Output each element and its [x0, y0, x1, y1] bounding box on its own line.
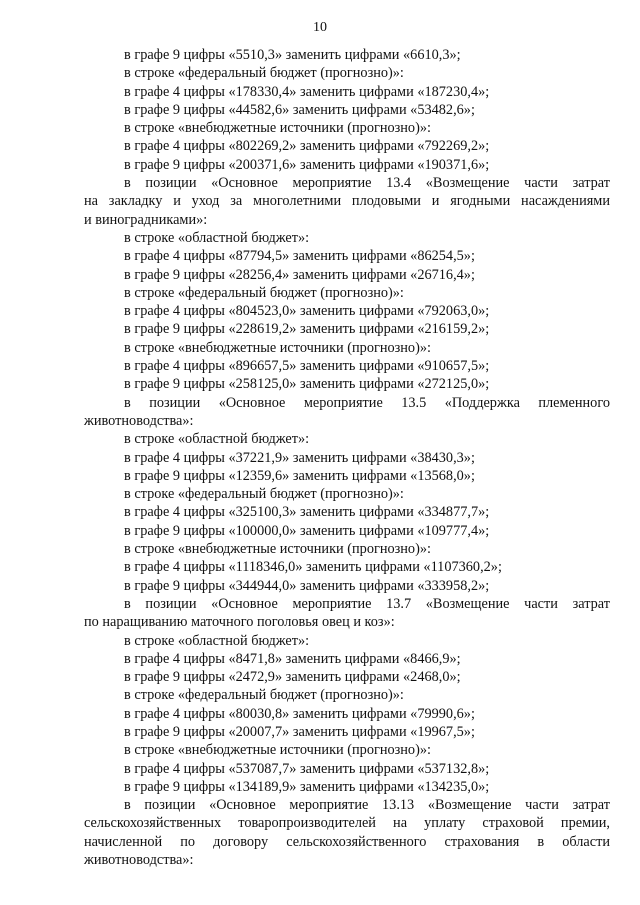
text-line: в строке «федеральный бюджет (прогнозно)»: — [124, 486, 404, 503]
text-line: в графе 9 цифры «2472,9» заменить цифрами «2468,0»; — [124, 669, 461, 686]
text-line: в строке «областной бюджет»: — [124, 431, 310, 448]
text-line: в строке «областной бюджет»: — [124, 229, 310, 246]
page-number: 10 — [313, 20, 327, 35]
text-line: в графе 4 цифры «80030,8» заменить цифрами «79990,6»; — [124, 705, 475, 722]
text-line: в графе 4 цифры «896657,5» заменить цифрами «910657,5»; — [124, 358, 490, 375]
text-line: в графе 9 цифры «200371,6» заменить цифрами «190371,6»; — [124, 156, 490, 173]
text-line: в графе 4 цифры «802269,2» заменить цифрами «792269,2»; — [124, 138, 490, 155]
text-line: в строке «внебюджетные источники (прогнозно)»: — [124, 742, 431, 759]
text-line: в графе 4 цифры «8471,8» заменить цифрами «8466,9»; — [124, 650, 461, 667]
text-line: в графе 4 цифры «537087,7» заменить цифрами «537132,8»; — [124, 760, 490, 777]
text-line: в графе 4 цифры «178330,4» заменить цифрами «187230,4»; — [124, 83, 490, 100]
text-line: и виноградниками»: — [84, 211, 208, 228]
text-line: в графе 9 цифры «228619,2» заменить цифрами «216159,2»; — [124, 321, 490, 338]
text-line: на закладку и уход за многолетними плодовыми и ягодными насаждениями — [84, 193, 610, 210]
text-line: по наращиванию маточного поголовья овец и коз»: — [84, 614, 395, 631]
text-line: в графе 4 цифры «37221,9» заменить цифрами «38430,3»; — [124, 449, 475, 466]
text-line: в графе 4 цифры «325100,3» заменить цифрами «334877,7»; — [124, 504, 490, 521]
text-line: животноводства»: — [84, 412, 194, 429]
text-line: в строке «федеральный бюджет (прогнозно)»: — [124, 284, 404, 301]
text-line: в строке «внебюджетные источники (прогнозно)»: — [124, 339, 431, 356]
text-line: в графе 9 цифры «344944,0» заменить цифрами «333958,2»; — [124, 577, 490, 594]
text-line: в графе 9 цифры «44582,6» заменить цифрами «53482,6»; — [124, 101, 475, 118]
text-line: начисленной по договору сельскохозяйственного страхования в области — [84, 833, 610, 850]
text-line: в графе 9 цифры «20007,7» заменить цифрами «19967,5»; — [124, 723, 475, 740]
document-body — [84, 46, 610, 869]
text-line: в позиции «Основное мероприятие 13.7 «Возмещение части затрат — [124, 595, 610, 612]
text-line: в позиции «Основное мероприятие 13.4 «Возмещение части затрат — [124, 175, 610, 192]
text-line: в позиции «Основное мероприятие 13.13 «Возмещение части затрат — [124, 797, 610, 814]
text-line: в строке «внебюджетные источники (прогнозно)»: — [124, 541, 431, 558]
text-line: в строке «внебюджетные источники (прогнозно)»: — [124, 120, 431, 137]
text-line: сельскохозяйственных товаропроизводителей на уплату страховой премии, — [84, 815, 610, 832]
text-line: в графе 9 цифры «258125,0» заменить цифрами «272125,0»; — [124, 376, 490, 393]
text-line: в графе 9 цифры «134189,9» заменить цифрами «134235,0»; — [124, 778, 490, 795]
text-line: в позиции «Основное мероприятие 13.5 «Поддержка племенного — [124, 394, 610, 411]
text-line: в графе 9 цифры «28256,4» заменить цифрами «26716,4»; — [124, 266, 475, 283]
text-line: в графе 4 цифры «804523,0» заменить цифрами «792063,0»; — [124, 303, 490, 320]
text-line: в графе 4 цифры «87794,5» заменить цифрами «86254,5»; — [124, 248, 475, 265]
text-line: животноводства»: — [84, 852, 194, 869]
text-line: в графе 9 цифры «100000,0» заменить цифрами «109777,4»; — [124, 522, 490, 539]
text-line: в графе 9 цифры «12359,6» заменить цифрами «13568,0»; — [124, 467, 475, 484]
text-line: в графе 9 цифры «5510,3» заменить цифрами «6610,3»; — [124, 47, 461, 63]
text-line: в строке «федеральный бюджет (прогнозно)»: — [124, 687, 404, 704]
text-line: в строке «областной бюджет»: — [124, 632, 310, 649]
text-line: в строке «федеральный бюджет (прогнозно)»: — [124, 65, 404, 82]
text-line: в графе 4 цифры «1118346,0» заменить цифрами «1107360,2»; — [124, 559, 502, 576]
